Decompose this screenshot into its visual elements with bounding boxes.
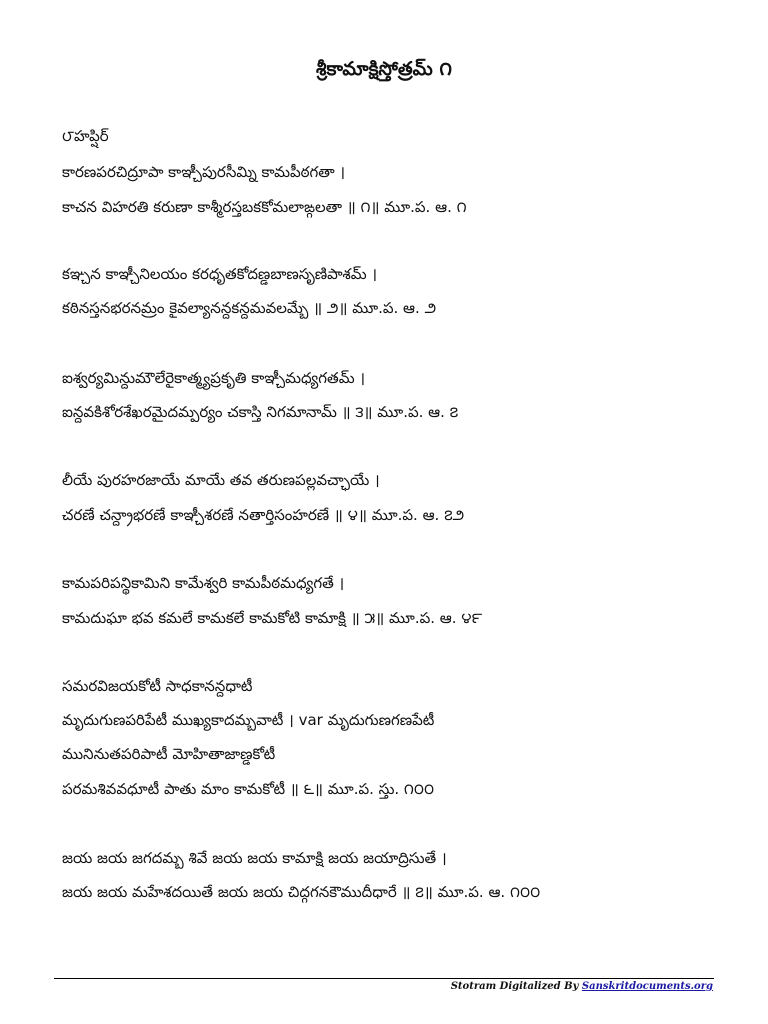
verse-1-line-1: కారణపరచిద్రూపా కాఞ్చీపురసీమ్ని కామపీఠగతా । bbox=[62, 163, 346, 181]
page-title: శ్రీకామాక్షిస్తోత్రమ్ ౧ bbox=[316, 58, 452, 80]
verse-heading: ౮హప్షిర్ bbox=[62, 127, 109, 145]
verse-3-line-2: ఐన్దవకిశోరశేఖరమైదమ్పర్యం చకాస్తి నిగమానామ్ ॥ ౩॥ మూ.ప. ఆ. ౭ bbox=[62, 403, 459, 421]
verse-6-line-2: మృదుగుణపరిపేటీ ముఖ్యకాదమ్బవాటీ । var మృదుగుణగణపేటీ bbox=[62, 711, 435, 729]
verse-1-line-2: కాచన విహరతి కరుణా కాశ్మీరస్తబకకోమలాఙ్గలతా ॥ ౧॥ మూ.ప. ఆ. ౧ bbox=[62, 198, 467, 216]
footer-divider bbox=[54, 978, 714, 979]
verse-5-line-1: కామపరిపన్థికామిని కామేశ్వరి కామపీఠమధ్యగతే । bbox=[62, 574, 345, 592]
verse-2-line-2: కఠినస్తనభరనమ్రం కైవల్యానన్దకన్దమవలమ్బే ॥ ౨॥ మూ.ప. ఆ. ౨ bbox=[62, 299, 437, 317]
verse-7-line-2: జయ జయ మహేశదయితే జయ జయ చిద్గగనకౌముదీధారే ॥ ౭॥ మూ.ప. ఆ. ౧౦౦ bbox=[62, 883, 541, 901]
verse-6-line-3: మునినుతపరిపాటీ మోహితాజాణ్డకోటీ bbox=[62, 745, 276, 763]
verse-3-line-1: ఐశ్వర్యమిన్దుమౌలేరైకాత్మ్యప్రకృతి కాఞ్చీమధ్యగతమ్ । bbox=[62, 369, 366, 387]
verse-6-line-1: సమరవిజయకోటీ సాధకానన్దధాటీ bbox=[62, 677, 253, 695]
verse-5-line-2: కామదుఘా భవ కమలే కామకలే కామకోటి కామాక్షి ॥ ౫॥ మూ.ప. ఆ. ౪౯ bbox=[62, 609, 483, 627]
footer-credit bbox=[451, 981, 713, 992]
footer-credit-text: Stotram Digitalized By bbox=[450, 981, 582, 992]
verse-7-line-1: జయ జయ జగదమ్బ శివే జయ జయ కామాక్షి జయ జయాద్రిసుతే । bbox=[62, 849, 447, 867]
verse-4-line-1: లీయే పురహరజాయే మాయే తవ తరుణపల్లవచ్ఛాయే । bbox=[62, 471, 380, 489]
footer-link[interactable]: Sanskritdocuments.org bbox=[581, 981, 713, 992]
verse-2-line-1: కఞ్చన కాఞ్చీనిలయం కరధృతకోదణ్డబాణసృణిపాశమ్ । bbox=[62, 265, 378, 283]
verse-4-line-2: చరణే చన్ద్రాభరణే కాఞ్చీశరణే నతార్తిసంహరణే ॥ ౪॥ మూ.ప. ఆ. ౭౨ bbox=[62, 506, 465, 524]
verse-6-line-4: పరమశివవధూటీ పాతు మాం కామకోటీ ॥ ౬॥ మూ.ప. స్తు. ౧౦౦ bbox=[62, 780, 435, 798]
